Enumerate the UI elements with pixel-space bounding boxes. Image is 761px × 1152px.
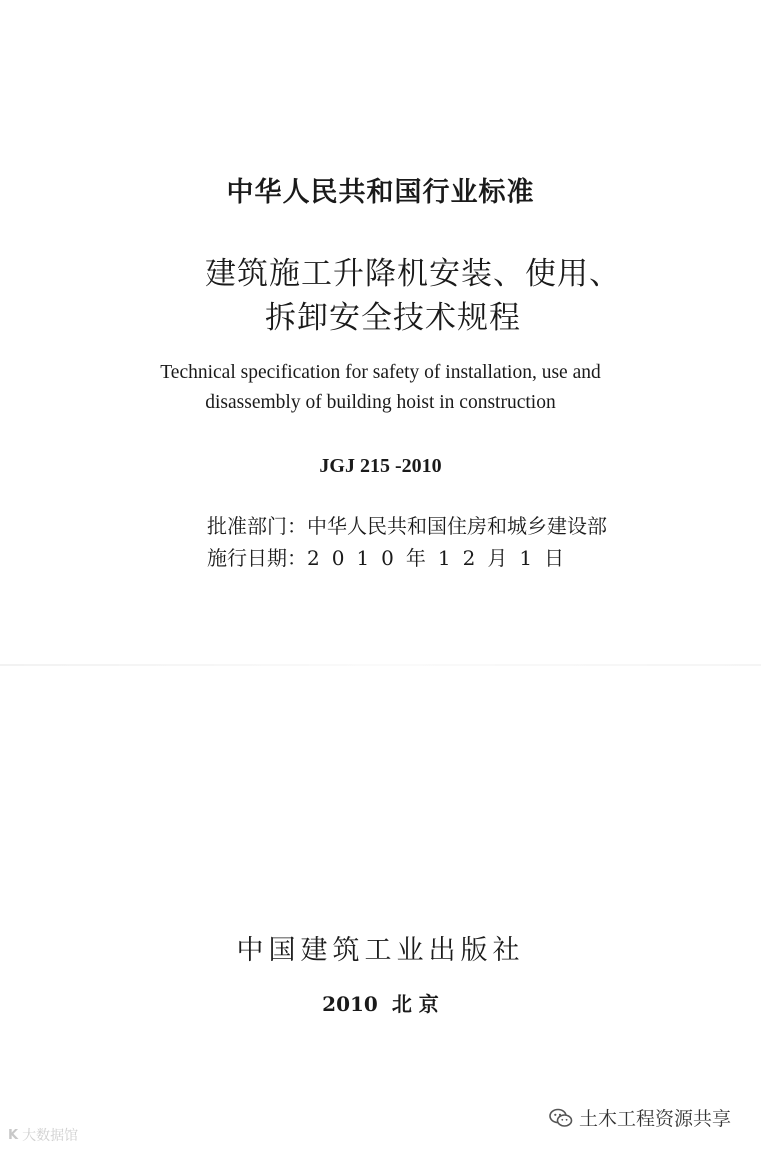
scan-divider [0,664,761,666]
watermark-left-text: 大数据馆 [22,1128,79,1144]
approval-label: 批准部门： [207,514,307,538]
watermark-right [549,1104,731,1131]
title-english-line-1: Technical specification for safety of installation, use and [160,362,601,383]
wechat-icon [549,1107,573,1129]
title-chinese-line-2: 拆卸安全技术规程 [265,300,521,336]
standard-code: JGJ 215 -2010 [319,455,442,477]
approval-row [207,510,607,542]
approval-info [207,510,607,574]
watermark-right-text: 土木工程资源共享 [578,1108,731,1130]
standard-category: 中华人民共和国行业标准 [226,177,535,208]
publisher-name: 中国建筑工业出版社 [236,935,525,966]
title-english-line-2: disassembly of building hoist in construction [205,392,556,413]
title-chinese-line-1: 建筑施工升降机安装、使用、 [205,256,621,292]
watermark-left [8,1125,78,1145]
effective-date-value: 2010年12月1日 [307,546,577,570]
title-chinese [205,252,621,340]
k-logo-icon: K [8,1127,19,1143]
approval-value: 中华人民共和国住房和城乡建设部 [307,514,607,538]
title-english [0,358,761,418]
publication-year: 2010 [322,992,378,1016]
effective-date-label: 施行日期： [207,546,307,570]
effective-date-row [207,542,607,574]
publication-city: 北 京 [391,992,439,1016]
publication-place-year [0,988,761,1017]
